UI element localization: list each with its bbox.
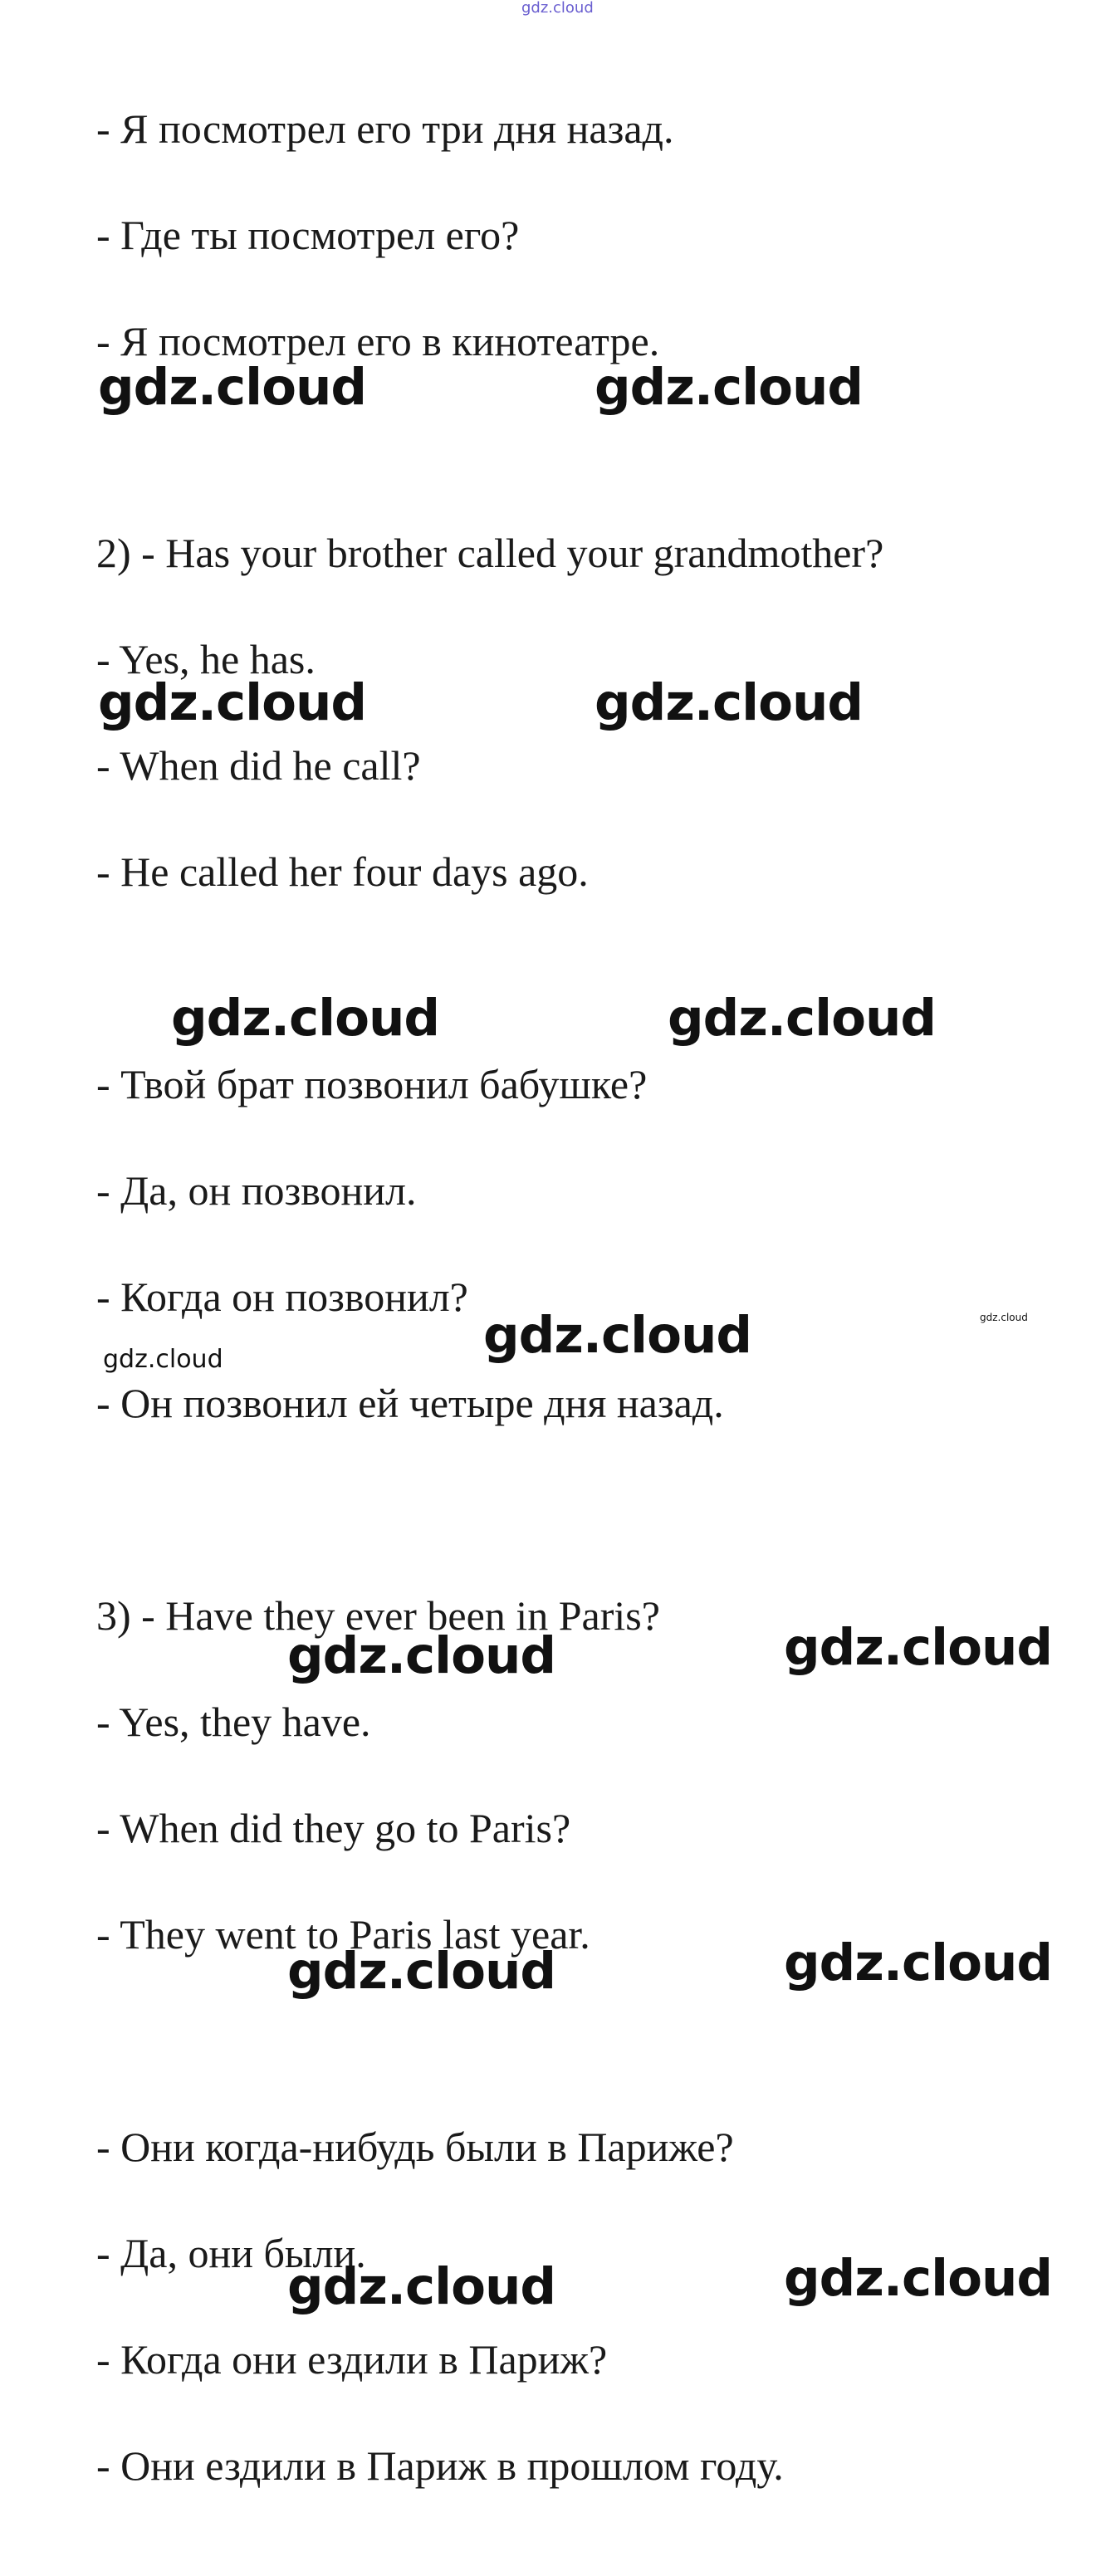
text-line: - Когда они ездили в Париж? [96, 2336, 608, 2383]
watermark: gdz.cloud [595, 673, 864, 732]
text-line: - Да, они были. [96, 2230, 366, 2276]
watermark: gdz.cloud [595, 358, 864, 417]
text-line: - Где ты посмотрел его? [96, 212, 520, 258]
watermark: gdz.cloud [784, 1618, 1053, 1677]
watermark: gdz.cloud [287, 2257, 556, 2316]
text-line: - Я посмотрел его в кинотеатре. [96, 318, 660, 364]
text-line: - They went to Paris last year. [96, 1911, 590, 1958]
text-line: 2) - Has your brother called your grandmother? [96, 530, 884, 576]
text-line: - Они когда-нибудь были в Париже? [96, 2124, 734, 2170]
text-line: 3) - Have they ever been in Paris? [96, 1592, 660, 1639]
text-line: - When did they go to Paris? [96, 1805, 571, 1851]
text-line: - He called her four days ago. [96, 848, 589, 895]
text-line: - When did he call? [96, 742, 421, 789]
watermark: gdz.cloud [98, 358, 367, 417]
watermark: gdz.cloud [103, 1345, 223, 1374]
watermark: gdz.cloud [784, 1933, 1053, 1992]
text-line: - Я посмотрел его три дня назад. [96, 105, 674, 152]
text-line: - Да, он позвонил. [96, 1167, 417, 1214]
watermark: gdz.cloud [980, 1312, 1028, 1323]
text-line: - Твой брат позвонил бабушке? [96, 1061, 648, 1107]
text-line: - Yes, he has. [96, 636, 316, 682]
text-line: - Они ездили в Париж в прошлом году. [96, 2442, 784, 2489]
text-line: - Когда он позвонил? [96, 1273, 468, 1320]
text-line: - Он позвонил ей четыре дня назад. [96, 1380, 724, 1426]
watermark: gdz.cloud [287, 1626, 556, 1685]
watermark: gdz.cloud [98, 673, 367, 732]
header-watermark: gdz.cloud [521, 0, 594, 17]
text-line: - Yes, they have. [96, 1699, 371, 1745]
watermark: gdz.cloud [784, 2249, 1053, 2308]
watermark: gdz.cloud [483, 1306, 752, 1365]
watermark: gdz.cloud [171, 989, 440, 1048]
watermark: gdz.cloud [668, 989, 937, 1048]
watermark: gdz.cloud [287, 1942, 556, 2001]
